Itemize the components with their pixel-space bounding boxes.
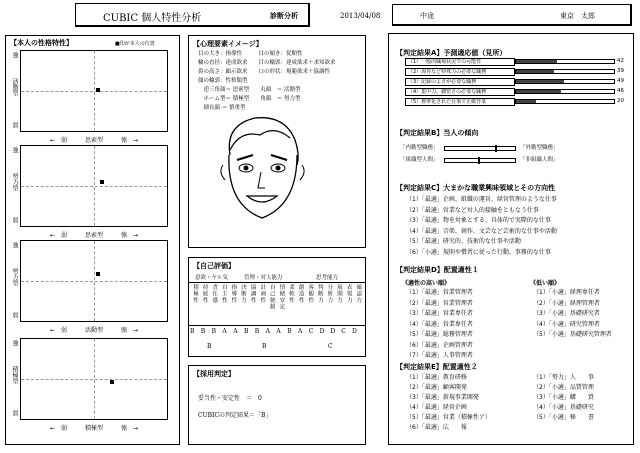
personality-panel — [20, 145, 168, 227]
result-e-right-item: （5）「小適」秘 書 — [533, 414, 594, 421]
result-c-item: （2）「最適」営業など対人的接触をともなう仕事 — [406, 206, 539, 214]
self-column-label: 確認力 — [355, 284, 362, 304]
self-rating: B — [190, 328, 195, 335]
self-rating: A — [298, 328, 303, 335]
self-column-label: 協調性 — [249, 284, 256, 304]
result-d-low-item: （5）「小適」基礎研究管理者 — [533, 331, 612, 338]
result-a-bar — [515, 59, 615, 64]
result-a-value: 39 — [617, 68, 624, 74]
result-a-value: 20 — [617, 98, 624, 104]
result-e-right-list — [533, 373, 594, 423]
personality-panel — [20, 50, 168, 132]
result-a-item: （1）一般的職場状況での可能性 — [405, 58, 515, 66]
mind-legend-line: 鼻の高さ：顕示欲求 口の形状：規範欲求＋協調性 — [198, 69, 331, 75]
result-d-high-item: （1）「最適」営業管理者 — [406, 289, 473, 296]
personality-title: 【本人の性格特性】 — [10, 39, 73, 47]
result-c-item: （1）「最適」企画、組織の運営、経営管理のような仕事 — [406, 196, 557, 203]
self-rating: D — [330, 328, 336, 335]
result-d-high-item: （3）「最適」営業専任者 — [406, 310, 473, 317]
panel-v-line — [94, 241, 95, 321]
panel-axis-label: ← 弱 思索型 強 → — [49, 137, 139, 144]
panel-v-line — [94, 51, 95, 131]
report-title: CUBIC 個人特性分析 — [103, 13, 202, 24]
self-column-label: 創造性 — [297, 284, 304, 304]
self-column-label: 指導性 — [230, 284, 237, 304]
result-a-item: （2）海外など特殊力の必要な職務 — [405, 68, 515, 76]
self-column-label: 自己統制 — [268, 284, 275, 310]
self-rating: A — [265, 328, 270, 335]
result-c-item: （4）「最適」音楽、創作、文芸など芸術的な仕事や活動 — [406, 227, 557, 235]
self-summary-3: C — [328, 343, 333, 350]
result-a-bar-fill — [516, 80, 564, 83]
result-b-right: 「非組織人間」 — [520, 157, 559, 163]
panel-bottom-label: 弱 — [11, 122, 18, 128]
result-e-left-list — [406, 373, 491, 433]
result-a-bar-fill — [516, 70, 554, 73]
panel-v-line — [94, 146, 95, 226]
result-b-title: 【判定結果B】当人の傾向 — [396, 129, 479, 137]
result-a-bar — [515, 89, 615, 94]
hire-judgement-title: 【採用判定】 — [193, 370, 235, 378]
result-a-bar — [515, 99, 615, 104]
self-column-label: 分析力 — [326, 284, 333, 304]
self-column-label: 積極性 — [192, 284, 198, 304]
self-evaluation-columns — [190, 284, 365, 324]
self-column-label: 展開力 — [336, 284, 342, 304]
result-e-title: 【判定結果E】配置適性２ — [396, 363, 478, 371]
result-b-marker — [495, 145, 497, 152]
self-rating: A — [276, 328, 281, 335]
self-column-label: 責任感 — [211, 284, 218, 304]
result-d-high-title: 《適性の高い順》 — [402, 280, 451, 287]
mind-legend-line: 輪の直径：達成欲求 目の輪郭：達成欲求＋求知欲求 — [198, 60, 336, 66]
applicant-type: 中途 — [420, 12, 434, 20]
panel-bottom-label: 弱 — [11, 217, 18, 223]
result-b-right: 「外勤型職務」 — [520, 145, 559, 151]
result-e-left-item: （5）「最適」営業（積極性ア） — [406, 414, 491, 421]
result-d-low-item: （2）「小適」経理管理者 — [533, 299, 600, 307]
result-d-low-list — [533, 288, 612, 341]
result-e-right-item: （1）「努力」人 事 — [533, 374, 594, 381]
position-marker — [96, 88, 100, 92]
panel-vertical-label: 努力型 — [11, 268, 18, 286]
result-a-title: 【判定結果A】予測適応値（見所） — [396, 49, 507, 57]
result-e-right-item: （3）「小適」購 買 — [533, 394, 594, 401]
self-column-label: 柔軟性 — [288, 284, 294, 304]
result-d-low-title: 《低い順》 — [530, 280, 561, 287]
result-a-bar — [515, 69, 615, 74]
result-a-value: 49 — [617, 78, 624, 84]
result-d-low-item: （4）「小適」研究管理者 — [533, 320, 600, 328]
self-rating: C — [308, 328, 314, 335]
result-a-bar-fill — [516, 90, 561, 93]
result-e-left-item: （1）「最適」教育研修 — [406, 374, 467, 381]
self-column-label: 表現力 — [345, 284, 352, 304]
self-column-label: 持続性 — [201, 284, 208, 304]
hire-result: CUBICの判定結果＝「B」 — [198, 412, 272, 419]
result-d-high-item: （6）「最適」企画管理者 — [406, 341, 473, 349]
result-d-high-item: （5）「最適」総務管理者 — [406, 331, 473, 338]
self-rating: D — [352, 328, 357, 335]
self-rating: B — [200, 328, 206, 335]
result-e-right-item: （2）「小適」品質管理 — [533, 384, 594, 391]
result-b-scale — [444, 146, 516, 151]
result-a-value: 42 — [617, 58, 624, 64]
self-rating: D — [319, 328, 325, 335]
face-illustration — [215, 110, 310, 225]
result-a-item: （5）標準化された仕事で正確作業 — [405, 98, 515, 106]
self-rating: A — [233, 328, 238, 335]
self-rating: C — [341, 328, 346, 335]
panel-vertical-label: 努力型 — [11, 173, 18, 191]
personality-panel — [20, 338, 168, 420]
result-d-low-item: （3）「小適」基礎研究者 — [533, 310, 600, 317]
mind-legend-line: 逆三角顔＝ 思索型 丸顔 ＝ 活動型 — [198, 87, 301, 93]
mind-legend-line: ホーム型＝ 積極型 角顔 ＝ 努力型 — [198, 96, 301, 102]
result-c-item: （3）「最適」物を対象とする、具体的で実際的な仕事 — [406, 217, 551, 224]
report-subtitle: 診断分析 — [270, 12, 298, 20]
self-column-label: 計画性 — [259, 284, 266, 304]
self-summary-2: B — [262, 343, 267, 350]
mind-legend — [198, 50, 336, 113]
panel-bottom-label: 弱 — [11, 312, 18, 318]
panel-v-line — [94, 339, 95, 419]
self-evaluation-title: 【自己評価】 — [193, 262, 235, 270]
personality-panel — [20, 240, 168, 322]
result-d-high-list — [406, 288, 473, 362]
result-a-bar — [515, 79, 615, 84]
panel-vertical-label: 活動型 — [11, 78, 18, 96]
self-column-label: 判断力 — [316, 284, 323, 304]
personality-legend: ■印が本人の位置 — [115, 41, 155, 47]
self-column-label: 情緒安定 — [278, 284, 285, 310]
panel-vertical-label: 積極型 — [11, 366, 18, 384]
self-rating: B — [244, 328, 249, 335]
panel-bottom-label: 弱 — [11, 410, 18, 416]
mind-legend-line: 細長顔 ＝ 慎重型 — [198, 105, 246, 111]
result-d-high-item: （2）「最適」営業管理者 — [406, 299, 473, 307]
result-e-left-item: （3）「最適」新規事業開発 — [406, 394, 479, 401]
result-e-right-item: （4）「小適」基礎研究 — [533, 404, 594, 411]
result-e-left-item: （4）「最適」経営企画 — [406, 404, 467, 411]
self-column-label: 決断力 — [240, 284, 246, 304]
result-c-list — [406, 195, 557, 258]
result-c-title: 【判定結果C】大まかな職業興味領域とその方向性 — [396, 184, 556, 192]
panel-top-label: 強 — [11, 340, 18, 346]
self-column-label: 客観性 — [307, 284, 314, 304]
panel-axis-label: ← 弱 積極型 強 → — [49, 425, 139, 432]
self-group-3: 思考能力 — [316, 275, 339, 281]
result-b-scale — [444, 158, 516, 163]
self-group-1: 意欲・ヤル気 — [195, 275, 228, 281]
hire-validity: 妥当性・安定性 ＝ 0 — [198, 395, 262, 402]
panel-axis-label: ← 弱 思索型 強 → — [49, 232, 139, 239]
result-a-item: （3）記録のよさが必要な職務 — [405, 78, 515, 86]
result-b-marker — [478, 157, 480, 164]
report-date: 2013/04/08 — [340, 12, 381, 20]
self-rating: B — [287, 328, 292, 335]
position-marker — [96, 272, 100, 276]
self-rating: A — [222, 328, 227, 335]
result-a-item: （4）集中力、細密さの必要な職務 — [405, 88, 515, 96]
result-b-left: 「内勤型職務」 — [400, 145, 439, 151]
result-a-bar-fill — [516, 100, 536, 103]
result-d-low-item: （1）「小適」経理専任者 — [533, 289, 600, 296]
result-c-item: （6）「小適」規則や慣習に従った行動、事務的な仕事 — [406, 248, 551, 256]
result-c-item: （5）「最適」研究的、技術的な仕事や活動 — [406, 238, 521, 245]
result-d-high-item: （7）「最適」人事管理者 — [406, 352, 473, 359]
mind-image-title: 【心理要素イメージ】 — [193, 40, 263, 48]
panel-axis-label: ← 弱 活動型 強 → — [49, 327, 139, 334]
result-a-bar-fill — [516, 60, 557, 63]
position-marker — [100, 180, 104, 184]
result-d-title: 【判定結果D】配置適性１ — [396, 266, 479, 274]
result-e-left-item: （6）「最適」広 報 — [406, 424, 467, 431]
panel-top-label: 強 — [11, 52, 18, 58]
position-marker — [110, 380, 114, 384]
result-a-value: 46 — [617, 88, 624, 94]
mind-legend-line: 目の大き：指導性 目の傾き：従順性 — [198, 51, 303, 57]
panel-top-label: 強 — [11, 147, 18, 153]
panel-top-label: 強 — [11, 242, 18, 248]
self-rating: B — [254, 328, 260, 335]
mind-legend-line: 顔の輪郭：性格類型 — [198, 78, 248, 84]
self-summary-1: B — [207, 343, 212, 350]
result-e-left-item: （2）「最適」顧客開発 — [406, 384, 467, 391]
self-rating: B — [211, 328, 217, 335]
self-group-2: 管理・対人能力 — [244, 275, 283, 281]
result-d-high-item: （4）「最適」営業専任者 — [406, 320, 473, 328]
self-column-label: 自主性 — [220, 284, 227, 304]
applicant-name: 東京 太郎 — [560, 12, 595, 20]
result-b-left: 「組織型人間」 — [400, 157, 439, 163]
